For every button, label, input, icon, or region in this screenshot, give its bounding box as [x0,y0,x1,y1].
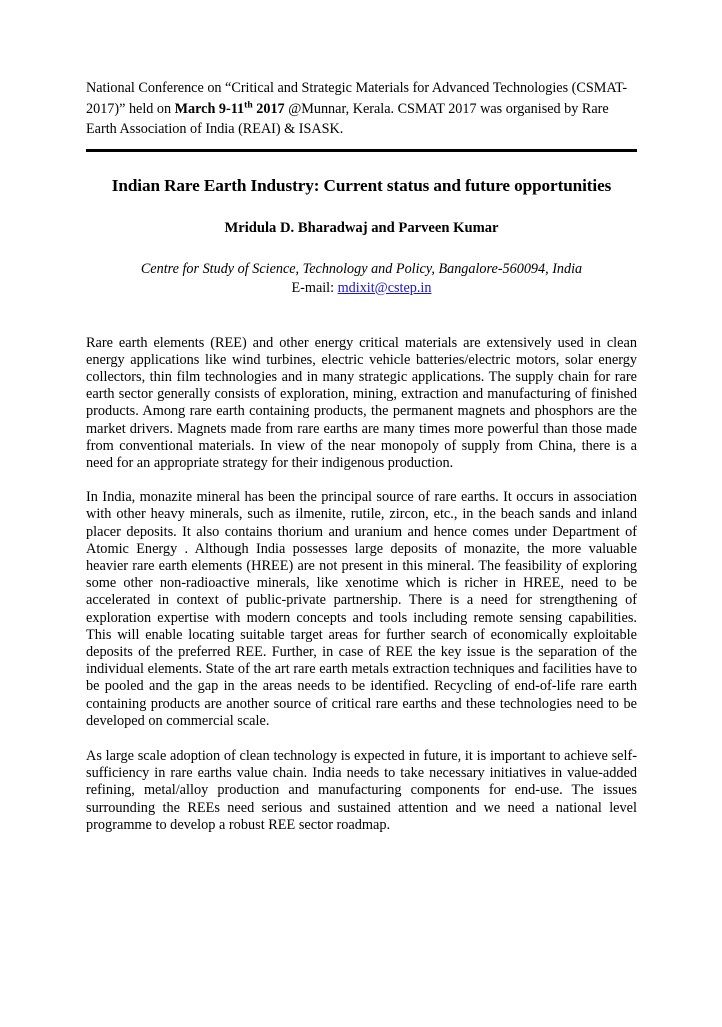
conference-date-ordinal: th [244,98,253,110]
affiliation: Centre for Study of Science, Technology and Policy, Bangalore-560094, India [140,260,583,277]
conference-header-suffix: @Munnar, Kerala. CSMAT 2017 was organised by Rare Earth Association of India (REAI) & ISASK. [86,100,609,137]
document-content [86,78,637,834]
header-divider [86,149,637,152]
author-list: Mridula D. Bharadwaj and Parveen Kumar [224,219,499,236]
conference-header-prefix: National Conference on “Critical and Strategic Materials for Advanced Technologies (CSMAT-2017)” held on [86,80,628,117]
paragraph-1: Rare earth elements (REE) and other energy critical materials are extensively used in clean energy applications like wind turbines, electric vehicle batteries/electric motors, solar energy collectors, thin film technologies and in many strategic applications. The supply chain for rare earth sector generally consists of exploration, mining, extraction and manufacturing of finished products. Among rare earth containing products, the permanent magnets and phosphors are the market drivers. Magnets made from rare earths are many times more powerful than those made from conventional materials. In view of the near monopoly of supply from China, there is a need for an appropriate strategy for their indigenous production. [86,334,637,471]
email-link[interactable]: mdixit@cstep.in [337,279,432,296]
conference-date: March 9-11 [174,100,245,117]
paragraph-2: In India, monazite mineral has been the principal source of rare earths. It occurs in association with other heavy minerals, such as ilmenite, rutile, zircon, etc., in the beach sands and inland placer deposits. It also contains thorium and uranium and hence comes under Department of Atomic Energy . Although India possesses large deposits of monazite, the more valuable heavier rare earth elements (HREE) are not present in this mineral. The feasibility of exploring some other non-radioactive minerals, like xenotime which is richer in HREE, need to be accelerated in context of public-private partnership. There is a need for strengthening of exploration expertise with modern concepts and tools including remote sensing capabilities. This will enable locating suitable target areas for further search of economically exploitable deposits of the preferred REE. Further, in case of REE the key issue is the separation of the individual elements. State of the art rare earth metals extraction techniques and facilities have to be pooled and the gap in the areas needs to be identified. Recycling of end-of-life rare earth containing products are another source of critical rare earths and these technologies need to be developed on commercial scale. [86,489,637,729]
page-title: Indian Rare Earth Industry: Current status and future opportunities [111,175,612,195]
email-label: E-mail: [291,279,338,296]
abstract-body [86,297,637,834]
paragraph-3: As large scale adoption of clean technology is expected in future, it is important to achieve self-sufficiency in rare earths value chain. India needs to take necessary initiatives in value-added refining, metal/alloy production and manufacturing components for end-use. The issues surrounding the REEs need serious and sustained attention and we need a national level programme to develop a robust REE sector roadmap. [86,747,637,833]
conference-year: 2017 [252,100,285,117]
conference-header [86,78,637,140]
email-line [86,278,637,297]
